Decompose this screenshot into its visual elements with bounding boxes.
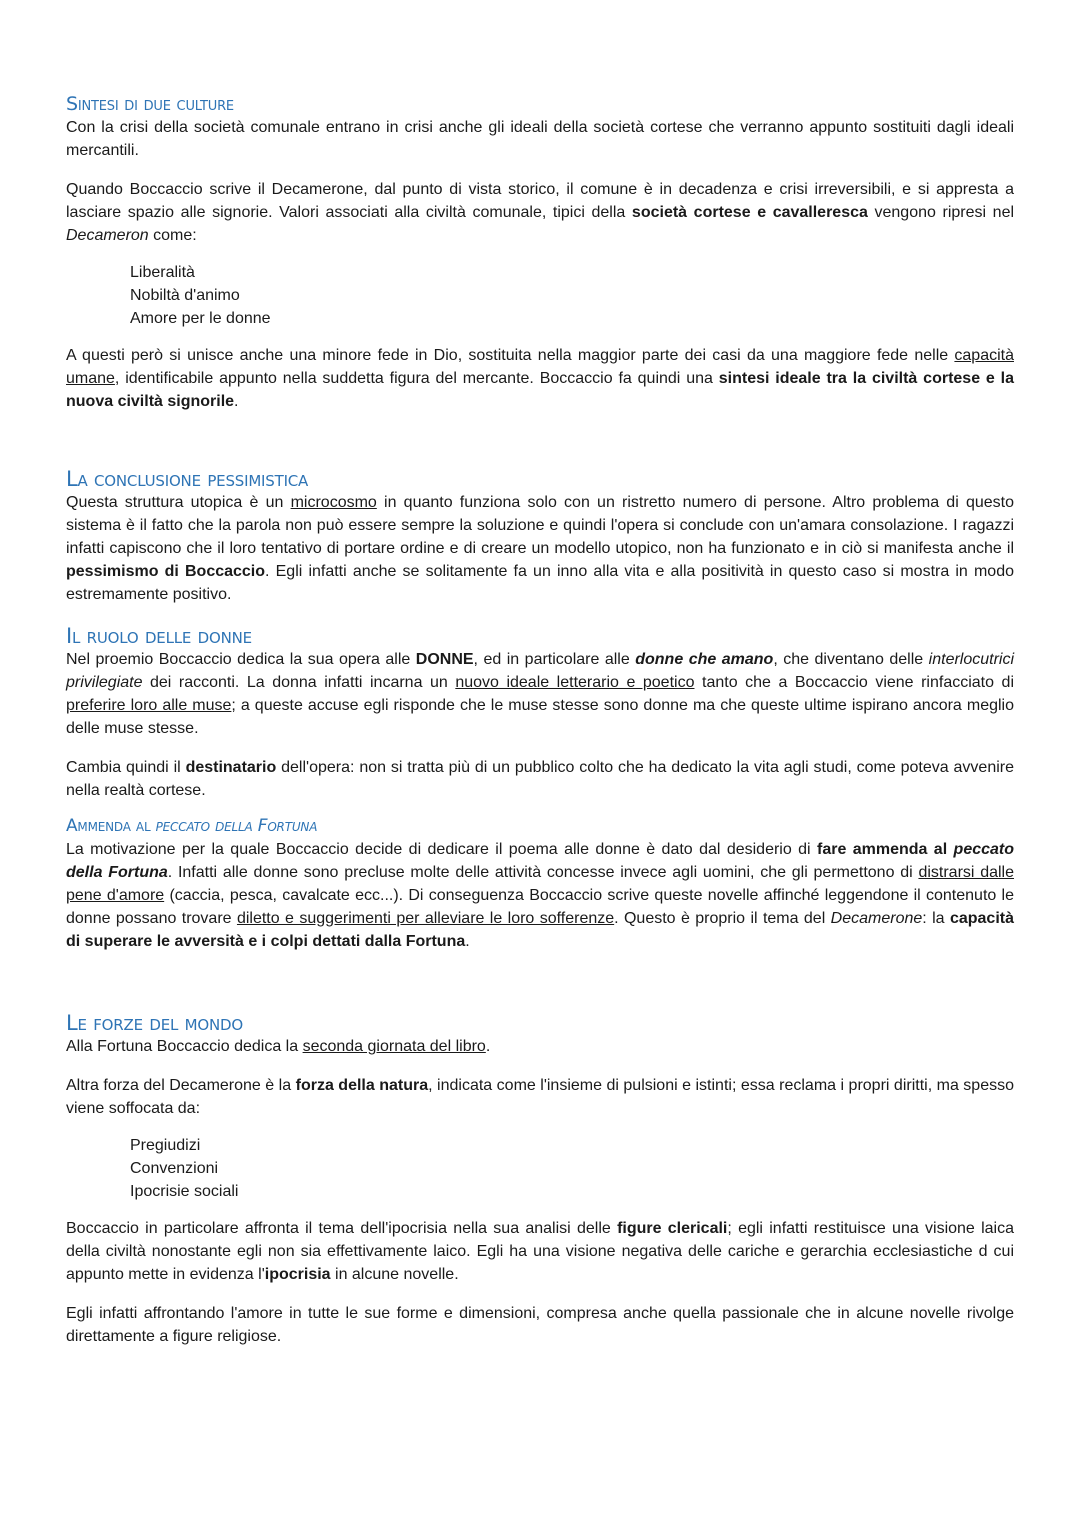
heading-conclusione: La conclusione pessimistica: [66, 467, 309, 491]
list-item: Liberalità: [130, 264, 195, 281]
heading-donne: Il ruolo delle donne: [66, 624, 252, 648]
list-values: [66, 261, 1014, 330]
paragraph-forze-4: Egli infatti affrontando l'amore in tutte le sue forme e dimensioni, compresa anche quella passionale che in alcune novelle rivolge direttamente a figure religiose.: [66, 1305, 1014, 1345]
paragraph-donne-1: Nel proemio Boccaccio dedica la sua opera alle DONNE, ed in particolare alle donne che amano, che diventano delle interlocutrici privilegiate dei racconti. La donna infatti incarna un nuovo ideale letterario e poetico tanto che a Boccaccio viene rinfacciato di preferire loro alle muse; a queste accuse egli risponde che le muse stesse sono donne ma che queste ultime ispirano ancora meglio delle muse stesse.: [66, 651, 1015, 737]
paragraph-conclusione-1: Questa struttura utopica è un microcosmo in quanto funziona solo con un ristretto numero di persone. Altro problema di questo sistema è il fatto che la parola non può essere sempre la soluzione e quindi l'opera si conclude con un'amara consolazione. I ragazzi infatti capiscono che il loro tentativo di portare ordine e di creare un modello utopico, non ha funzionato e in ciò si manifesta anche il pessimismo di Boccaccio. Egli infatti anche se solitamente fa un inno alla vita e alla positività in questo caso si mostra in modo estremamente positivo.: [66, 494, 1014, 603]
paragraph-sintesi-3: A questi però si unisce anche una minore fede in Dio, sostituita nella maggior parte dei casi da una maggiore fede nelle capacità umane, identificabile appunto nella suddetta figura del mercante. Boccaccio fa quindi una sintesi ideale tra la civiltà cortese e la nuova civiltà signorile.: [66, 347, 1015, 410]
list-item: Nobiltà d'animo: [130, 287, 240, 304]
paragraph-forze-2: Altra forza del Decamerone è la forza della natura, indicata come l'insieme di pulsioni e istinti; essa reclama i propri diritti, ma spesso viene soffocata da:: [66, 1077, 1015, 1117]
paragraph-forze-1: Alla Fortuna Boccaccio dedica la seconda giornata del libro.: [66, 1038, 491, 1055]
list-item: Amore per le donne: [130, 310, 271, 327]
paragraph-forze-3: Boccaccio in particolare affronta il tema dell'ipocrisia nella sua analisi delle figure clericali; egli infatti restituisce una visione laica della civiltà nonostante egli non sia effettivamente laico. Egli ha una visione negativa delle cariche e gerarchia ecclesiastiche d cui appunto mette in evidenza l'ipocrisia in alcune novelle.: [66, 1220, 1014, 1283]
document-page: [66, 92, 1014, 1348]
heading-sintesi: Sintesi di due culture: [66, 93, 234, 115]
paragraph-donne-2: Cambia quindi il destinatario dell'opera: non si tratta più di un pubblico colto che ha dedicato la vita agli studi, come poteva avvenire nella realtà cortese.: [66, 759, 1015, 799]
paragraph-ammenda-1: La motivazione per la quale Boccaccio decide di dedicare il poema alle donne è dato dal desiderio di fare ammenda al peccato della Fortuna. Infatti alle donne sono precluse molte delle attività concesse invece agli uomini, che gli permettono di distrarsi dalle pene d'amore (caccia, pesca, cavalcate ecc...). Di conseguenza Boccaccio scrive queste novelle affinché leggendone il contenuto le donne possano trovare diletto e suggerimenti per alleviare le loro sofferenze. Questo è proprio il tema del Decamerone: la capacità di superare le avversità e i colpi dettati dalla Fortuna.: [66, 841, 1015, 950]
heading-ammenda: Ammenda al peccato della Fortuna: [66, 816, 318, 836]
paragraph-sintesi-2: Quando Boccaccio scrive il Decamerone, dal punto di vista storico, il comune è in decadenza e crisi irreversibili, e si appresta a lasciare spazio alle signorie. Valori associati alla civiltà comunale, tipici della società cortese e cavalleresca vengono ripresi nel Decameron come:: [66, 181, 1015, 244]
list-item: Pregiudizi: [130, 1137, 201, 1154]
list-item: Ipocrisie sociali: [130, 1183, 239, 1200]
heading-forze: Le forze del mondo: [66, 1011, 243, 1035]
paragraph-sintesi-1: Con la crisi della società comunale entrano in crisi anche gli ideali della società cortese che verranno appunto sostituiti dagli ideali mercantili.: [66, 119, 1014, 159]
list-item: Convenzioni: [130, 1160, 219, 1177]
list-obstacles: [66, 1134, 1014, 1203]
